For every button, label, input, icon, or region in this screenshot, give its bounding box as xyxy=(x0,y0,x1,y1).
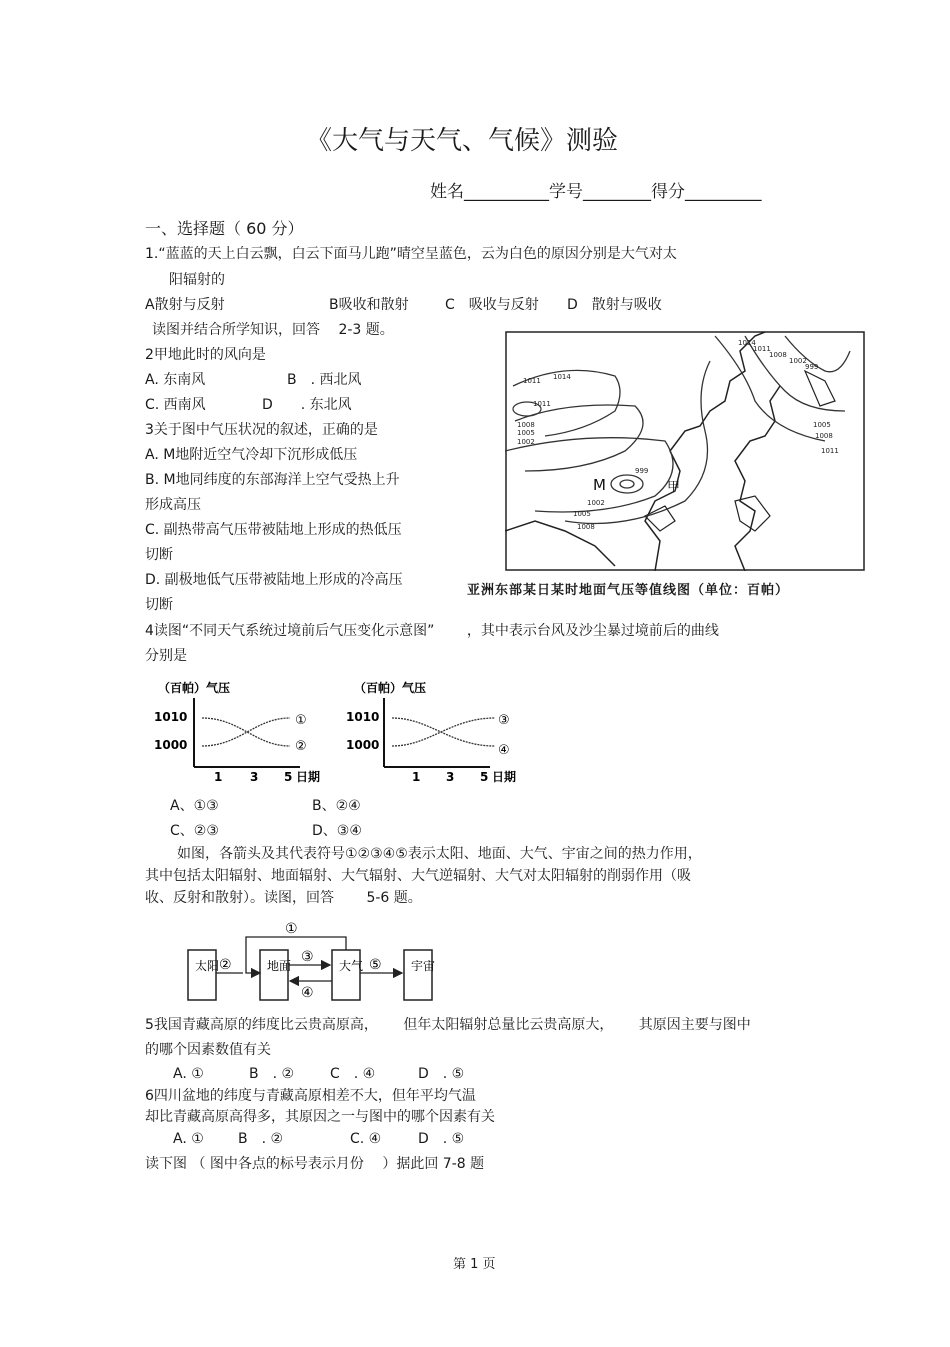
pressure-axis-label: （百帕）气压 xyxy=(158,681,231,695)
xaxis-label: 日期 xyxy=(492,770,517,784)
q4-option-a: A、①③ xyxy=(170,798,219,814)
q5-option-a: A. ① xyxy=(173,1066,204,1082)
q5-option-d: D . ⑤ xyxy=(418,1066,465,1082)
page-title: 《大气与天气、气候》测验 xyxy=(306,126,619,156)
q2-option-d: D . 东北风 xyxy=(262,397,352,413)
pressure-change-charts xyxy=(150,676,530,788)
isobar-label: 1005 xyxy=(517,429,535,437)
curve-label: ① xyxy=(295,713,307,728)
sun-box xyxy=(188,950,216,1000)
isobar-label: 1005 xyxy=(813,421,831,429)
read-7-8-instruction: 读下图 （ 图中各点的标号表示月份 ）据此回 7-8 题 xyxy=(145,1156,485,1172)
q5-stem-line1: 5我国青藏高原的纬度比云贵高原高， 但年太阳辐射总量比云贵高原大， 其原因主要与图中 xyxy=(145,1017,751,1033)
xtick: 5 xyxy=(284,770,293,784)
isobar-label: 1005 xyxy=(573,510,591,518)
curve-label: ③ xyxy=(498,713,510,728)
isobar-map xyxy=(505,331,865,571)
isobar-label: 1011 xyxy=(533,400,551,408)
xaxis-label: 日期 xyxy=(296,770,321,784)
xtick: 3 xyxy=(250,770,259,784)
q2-option-c: C. 西南风 xyxy=(145,397,206,413)
isobar-label: 1008 xyxy=(517,421,535,429)
read-2-3-instruction: 读图并结合所学知识，回答 2-3 题。 xyxy=(152,322,394,338)
q6-option-c: C. ④ xyxy=(350,1131,382,1147)
atmosphere-box xyxy=(332,950,360,1000)
page-footer: 第 1 页 xyxy=(453,1257,496,1272)
ytick: 1010 xyxy=(346,710,380,724)
isobar-label: 1008 xyxy=(577,523,595,531)
isobar-label: 1002 xyxy=(517,438,535,446)
arrow-label-2: ② xyxy=(219,957,232,973)
q4-option-c: C、②③ xyxy=(170,823,219,839)
q6-option-a: A. ① xyxy=(173,1131,204,1147)
isobar-label: 1011 xyxy=(821,447,839,455)
ytick: 1000 xyxy=(346,738,380,752)
section-heading: 一、选择题（ 60 分） xyxy=(145,219,304,238)
map-caption: 亚洲东部某日某时地面气压等值线图（单位：百帕） xyxy=(467,583,790,598)
heat-process-diagram xyxy=(183,915,443,1005)
xtick: 5 xyxy=(480,770,489,784)
q3-option-b-line1: B. M地同纬度的东部海洋上空气受热上升 xyxy=(145,472,400,488)
q6-stem-line2: 却比青藏高原高得多，其原因之一与图中的哪个因素有关 xyxy=(145,1109,495,1125)
q3-option-c-line2: 切断 xyxy=(145,547,173,563)
q4-option-d: D、③④ xyxy=(312,823,362,839)
q5-option-b: B . ② xyxy=(249,1066,295,1082)
curve-label: ④ xyxy=(498,743,510,758)
para-5-6-line3: 收、反射和散射）。读图，回答 5-6 题。 xyxy=(145,890,422,906)
isobar-label: 1008 xyxy=(815,432,833,440)
isobar-label: 1002 xyxy=(587,499,605,507)
q5-stem-line2: 的哪个因素数值有关 xyxy=(145,1042,271,1058)
para-5-6-line1: 如图，各箭头及其代表符号①②③④⑤表示太阳、地面、大气、宇宙之间的热力作用， xyxy=(177,846,702,862)
isobar-label: 1011 xyxy=(753,345,771,353)
pressure-chart-left xyxy=(154,680,320,784)
q3-stem: 3关于图中气压状况的叙述，正确的是 xyxy=(145,422,378,438)
q1-stem-line1: 1.“蓝蓝的天上白云飘，白云下面马儿跑”晴空呈蓝色，云为白色的原因分别是大气对太 xyxy=(145,246,677,262)
q1-option-b: B吸收和散射 xyxy=(329,297,409,313)
isobar-label: 999 xyxy=(805,363,819,371)
q3-option-d-line2: 切断 xyxy=(145,597,173,613)
space-label: 宇宙 xyxy=(411,959,436,973)
pressure-chart-right xyxy=(346,680,516,784)
q1-option-c: C 吸收与反射 xyxy=(445,297,539,313)
curve-label: ② xyxy=(295,739,307,754)
arrow-label-3: ③ xyxy=(301,949,314,965)
ytick: 1000 xyxy=(154,738,188,752)
q3-option-a: A. M地附近空气冷却下沉形成低压 xyxy=(145,447,358,463)
sun-label: 太阳 xyxy=(195,959,220,973)
pressure-axis-label: （百帕）气压 xyxy=(354,681,427,695)
isobar-label: 1008 xyxy=(769,351,787,359)
ground-label: 地面 xyxy=(267,959,292,973)
q3-option-c-line1: C. 副热带高气压带被陆地上形成的热低压 xyxy=(145,522,402,538)
ground-box xyxy=(260,950,288,1000)
q4-stem-line1: 4读图“不同天气系统过境前后气压变化示意图” ，其中表示台风及沙尘暴过境前后的曲线 xyxy=(145,623,719,639)
q3-option-d-line1: D. 副极地低气压带被陆地上形成的冷高压 xyxy=(145,572,403,588)
q3-option-b-line2: 形成高压 xyxy=(145,497,201,513)
isobar-label: 999 xyxy=(635,467,649,475)
para-5-6-line2: 其中包括太阳辐射、地面辐射、大气辐射、大气逆辐射、大气对太阳辐射的削弱作用（吸 xyxy=(145,868,691,884)
map-label-m: M xyxy=(593,476,606,494)
student-info-line: 姓名__________学号________得分_________ xyxy=(430,182,762,202)
isobar-label: 1002 xyxy=(789,357,807,365)
q6-stem-line1: 6四川盆地的纬度与青藏高原相差不大，但年平均气温 xyxy=(145,1088,476,1104)
q2-option-b: B . 西北风 xyxy=(287,372,362,388)
q1-option-a: A散射与反射 xyxy=(145,297,225,313)
q4-stem-line2: 分别是 xyxy=(145,648,187,664)
xtick: 3 xyxy=(446,770,455,784)
arrow-label-5: ⑤ xyxy=(369,957,382,973)
isobar-label: 1014 xyxy=(738,339,756,347)
q5-option-c: C . ④ xyxy=(330,1066,376,1082)
map-label-jia: 甲 xyxy=(667,480,681,495)
q2-stem: 2甲地此时的风向是 xyxy=(145,347,266,363)
q4-option-b: B、②④ xyxy=(312,798,361,814)
isobar-label: 1014 xyxy=(553,373,571,381)
space-box xyxy=(404,950,432,1000)
q1-stem-line2: 阳辐射的 xyxy=(169,272,225,288)
atmosphere-label: 大气 xyxy=(339,959,364,973)
xtick: 1 xyxy=(412,770,421,784)
q1-option-d: D 散射与吸收 xyxy=(567,297,662,313)
q6-option-d: D . ⑤ xyxy=(418,1131,465,1147)
arrow-label-4: ④ xyxy=(301,985,314,1001)
q6-option-b: B . ② xyxy=(238,1131,284,1147)
isobar-label: 1011 xyxy=(523,377,541,385)
xtick: 1 xyxy=(214,770,223,784)
ytick: 1010 xyxy=(154,710,188,724)
q2-option-a: A. 东南风 xyxy=(145,372,206,388)
arrow-label-1: ① xyxy=(285,921,298,937)
